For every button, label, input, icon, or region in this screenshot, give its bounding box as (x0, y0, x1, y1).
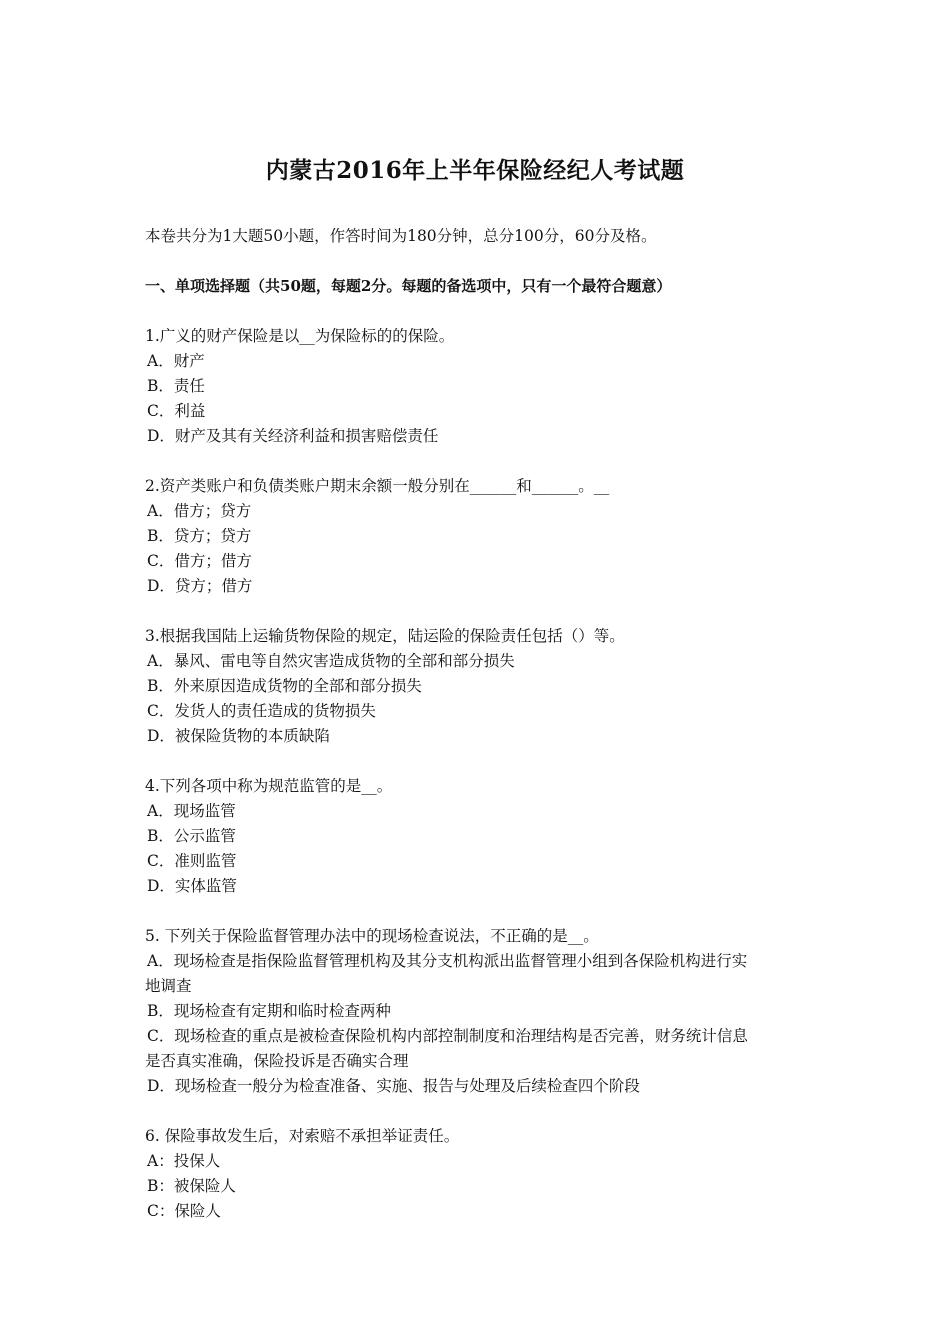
option-c: C．现场检查的重点是被检查保险机构内部控制制度和治理结构是否完善，财务统计信息 (147, 1027, 748, 1045)
option-c-continued: 是否真实准确，保险投诉是否确实合理 (145, 1052, 409, 1070)
question-5 (145, 924, 810, 1099)
question-4 (145, 774, 810, 899)
option-b: B．贷方；贷方 (147, 527, 252, 545)
question-text: 1.广义的财产保险是以__为保险标的的保险。 (145, 327, 455, 345)
option-c: C：保险人 (147, 1202, 221, 1220)
option-a: A．财产 (147, 352, 205, 370)
option-a: A．现场监管 (147, 802, 236, 820)
option-d: D．财产及其有关经济利益和损害赔偿责任 (147, 427, 439, 445)
option-b: B．外来原因造成货物的全部和部分损失 (147, 677, 422, 695)
option-b: B．现场检查有定期和临时检查两种 (147, 1002, 391, 1020)
option-a: A：投保人 (147, 1152, 221, 1170)
exam-instructions: 本卷共分为1大题50小题，作答时间为180分钟，总分100分，60分及格。 (145, 227, 657, 245)
section-heading: 一、单项选择题（共50题，每题2分。每题的备选项中，只有一个最符合题意） (145, 277, 672, 295)
option-a-continued: 地调查 (145, 977, 192, 995)
question-1 (145, 324, 810, 449)
question-text: 4.下列各项中称为规范监管的是__。 (145, 777, 393, 795)
option-b: B．责任 (147, 377, 205, 395)
question-text: 2.资产类账户和负债类账户期末余额一般分别在______和______。__ (145, 477, 610, 495)
option-d: D．贷方；借方 (147, 577, 253, 595)
question-text: 3.根据我国陆上运输货物保险的规定，陆运险的保险责任包括（）等。 (145, 627, 625, 645)
page-title: 内蒙古2016年上半年保险经纪人考试题 (265, 157, 685, 184)
option-a: A．现场检查是指保险监督管理机构及其分支机构派出监督管理小组到各保险机构进行实 (147, 952, 748, 970)
option-b: B．公示监管 (147, 827, 236, 845)
question-3 (145, 624, 810, 749)
option-d: D．现场检查一般分为检查准备、实施、报告与处理及后续检查四个阶段 (147, 1077, 640, 1095)
option-a: A．借方；贷方 (147, 502, 252, 520)
question-2 (145, 474, 810, 599)
question-6 (145, 1124, 810, 1224)
option-a: A．暴风、雷电等自然灾害造成货物的全部和部分损失 (147, 652, 515, 670)
question-text: 6. 保险事故发生后，对索赔不承担举证责任。 (145, 1127, 460, 1145)
option-c: C．借方；借方 (147, 552, 252, 570)
document-body (145, 224, 810, 1249)
option-c: C．准则监管 (147, 852, 237, 870)
option-c: C．利益 (147, 402, 206, 420)
question-text: 5. 下列关于保险监督管理办法中的现场检查说法，不正确的是__。 (145, 927, 599, 945)
option-d: D．实体监管 (147, 877, 237, 895)
option-d: D．被保险货物的本质缺陷 (147, 727, 330, 745)
option-b: B：被保险人 (147, 1177, 236, 1195)
option-c: C．发货人的责任造成的货物损失 (147, 702, 376, 720)
